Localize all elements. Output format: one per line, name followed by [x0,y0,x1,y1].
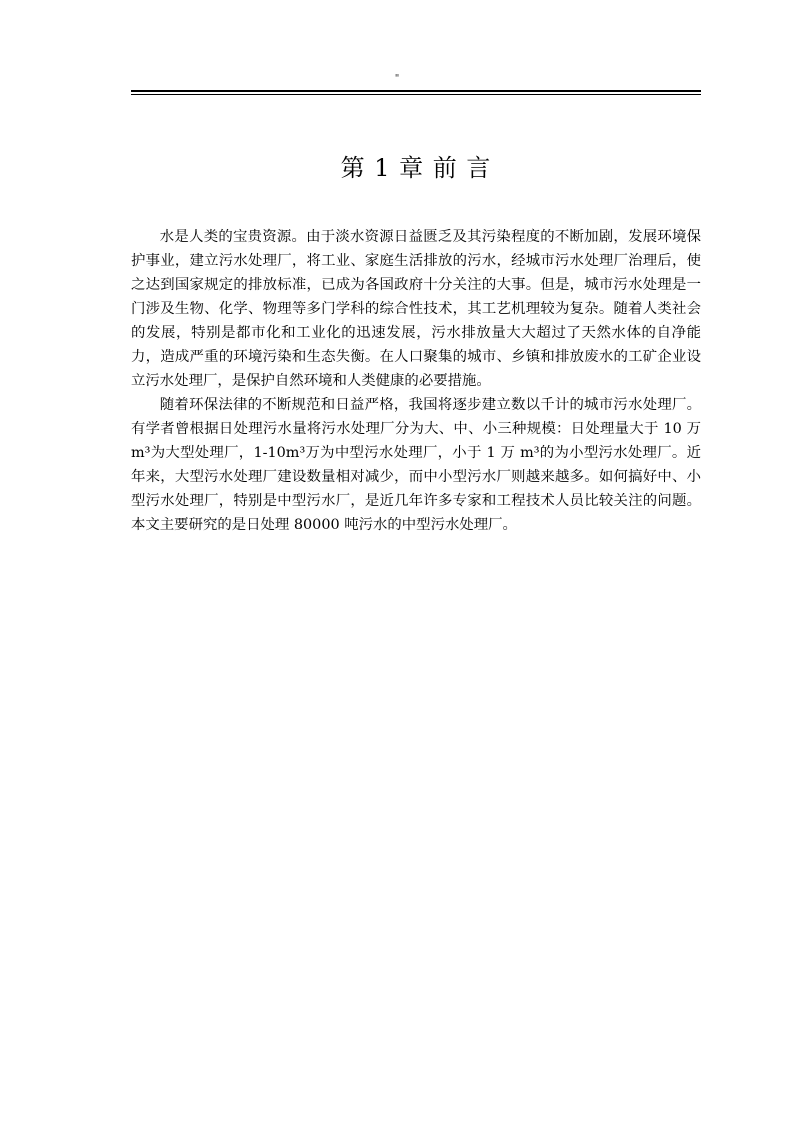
paragraph-1: 水是人类的宝贵资源。由于淡水资源日益匮乏及其污染程度的不断加剧，发展环境保护事业，建立污水处理厂，将工业、家庭生活排放的污水，经城市污水处理厂治理后，使之达到国家规定的排放标准，已成为各国政府十分关注的大事。但是，城市污水处理是一门涉及生物、化学、物理等多门学科的综合性技术，其工艺机理较为复杂。随着人类社会的发展，特别是都市化和工业化的迅速发展，污水排放量大大超过了天然水体的自净能力，造成严重的环境污染和生态失衡。在人口聚集的城市、乡镇和排放废水的工矿企业设立污水处理厂，是保护自然环境和人类健康的必要措施。 [131,229,701,389]
body-text [131,225,701,537]
paragraph-2: 随着环保法律的不断规范和日益严格，我国将逐步建立数以千计的城市污水处理厂。有学者曾根据日处理污水量将污水处理厂分为大、中、小三种规模：日处理量大于 10 万 m³为大型处理厂，1-10m³万为中型污水处理厂，小于 1 万 m³的为小型污水处理厂。近年来，大型污水处理厂建设数量相对减少，而中小型污水厂则越来越多。如何搞好中、小型污水处理厂，特别是中型污水厂，是近几年许多专家和工程技术人员比较关注的问题。本文主要研究的是日处理 80000 吨污水的中型污水处理厂。 [131,397,701,533]
chapter-title: 第 1 章 前 言 [340,154,492,182]
header-rule-thick [131,90,701,92]
page-header-mark: " [394,73,400,84]
header-rule-thin [131,94,701,95]
